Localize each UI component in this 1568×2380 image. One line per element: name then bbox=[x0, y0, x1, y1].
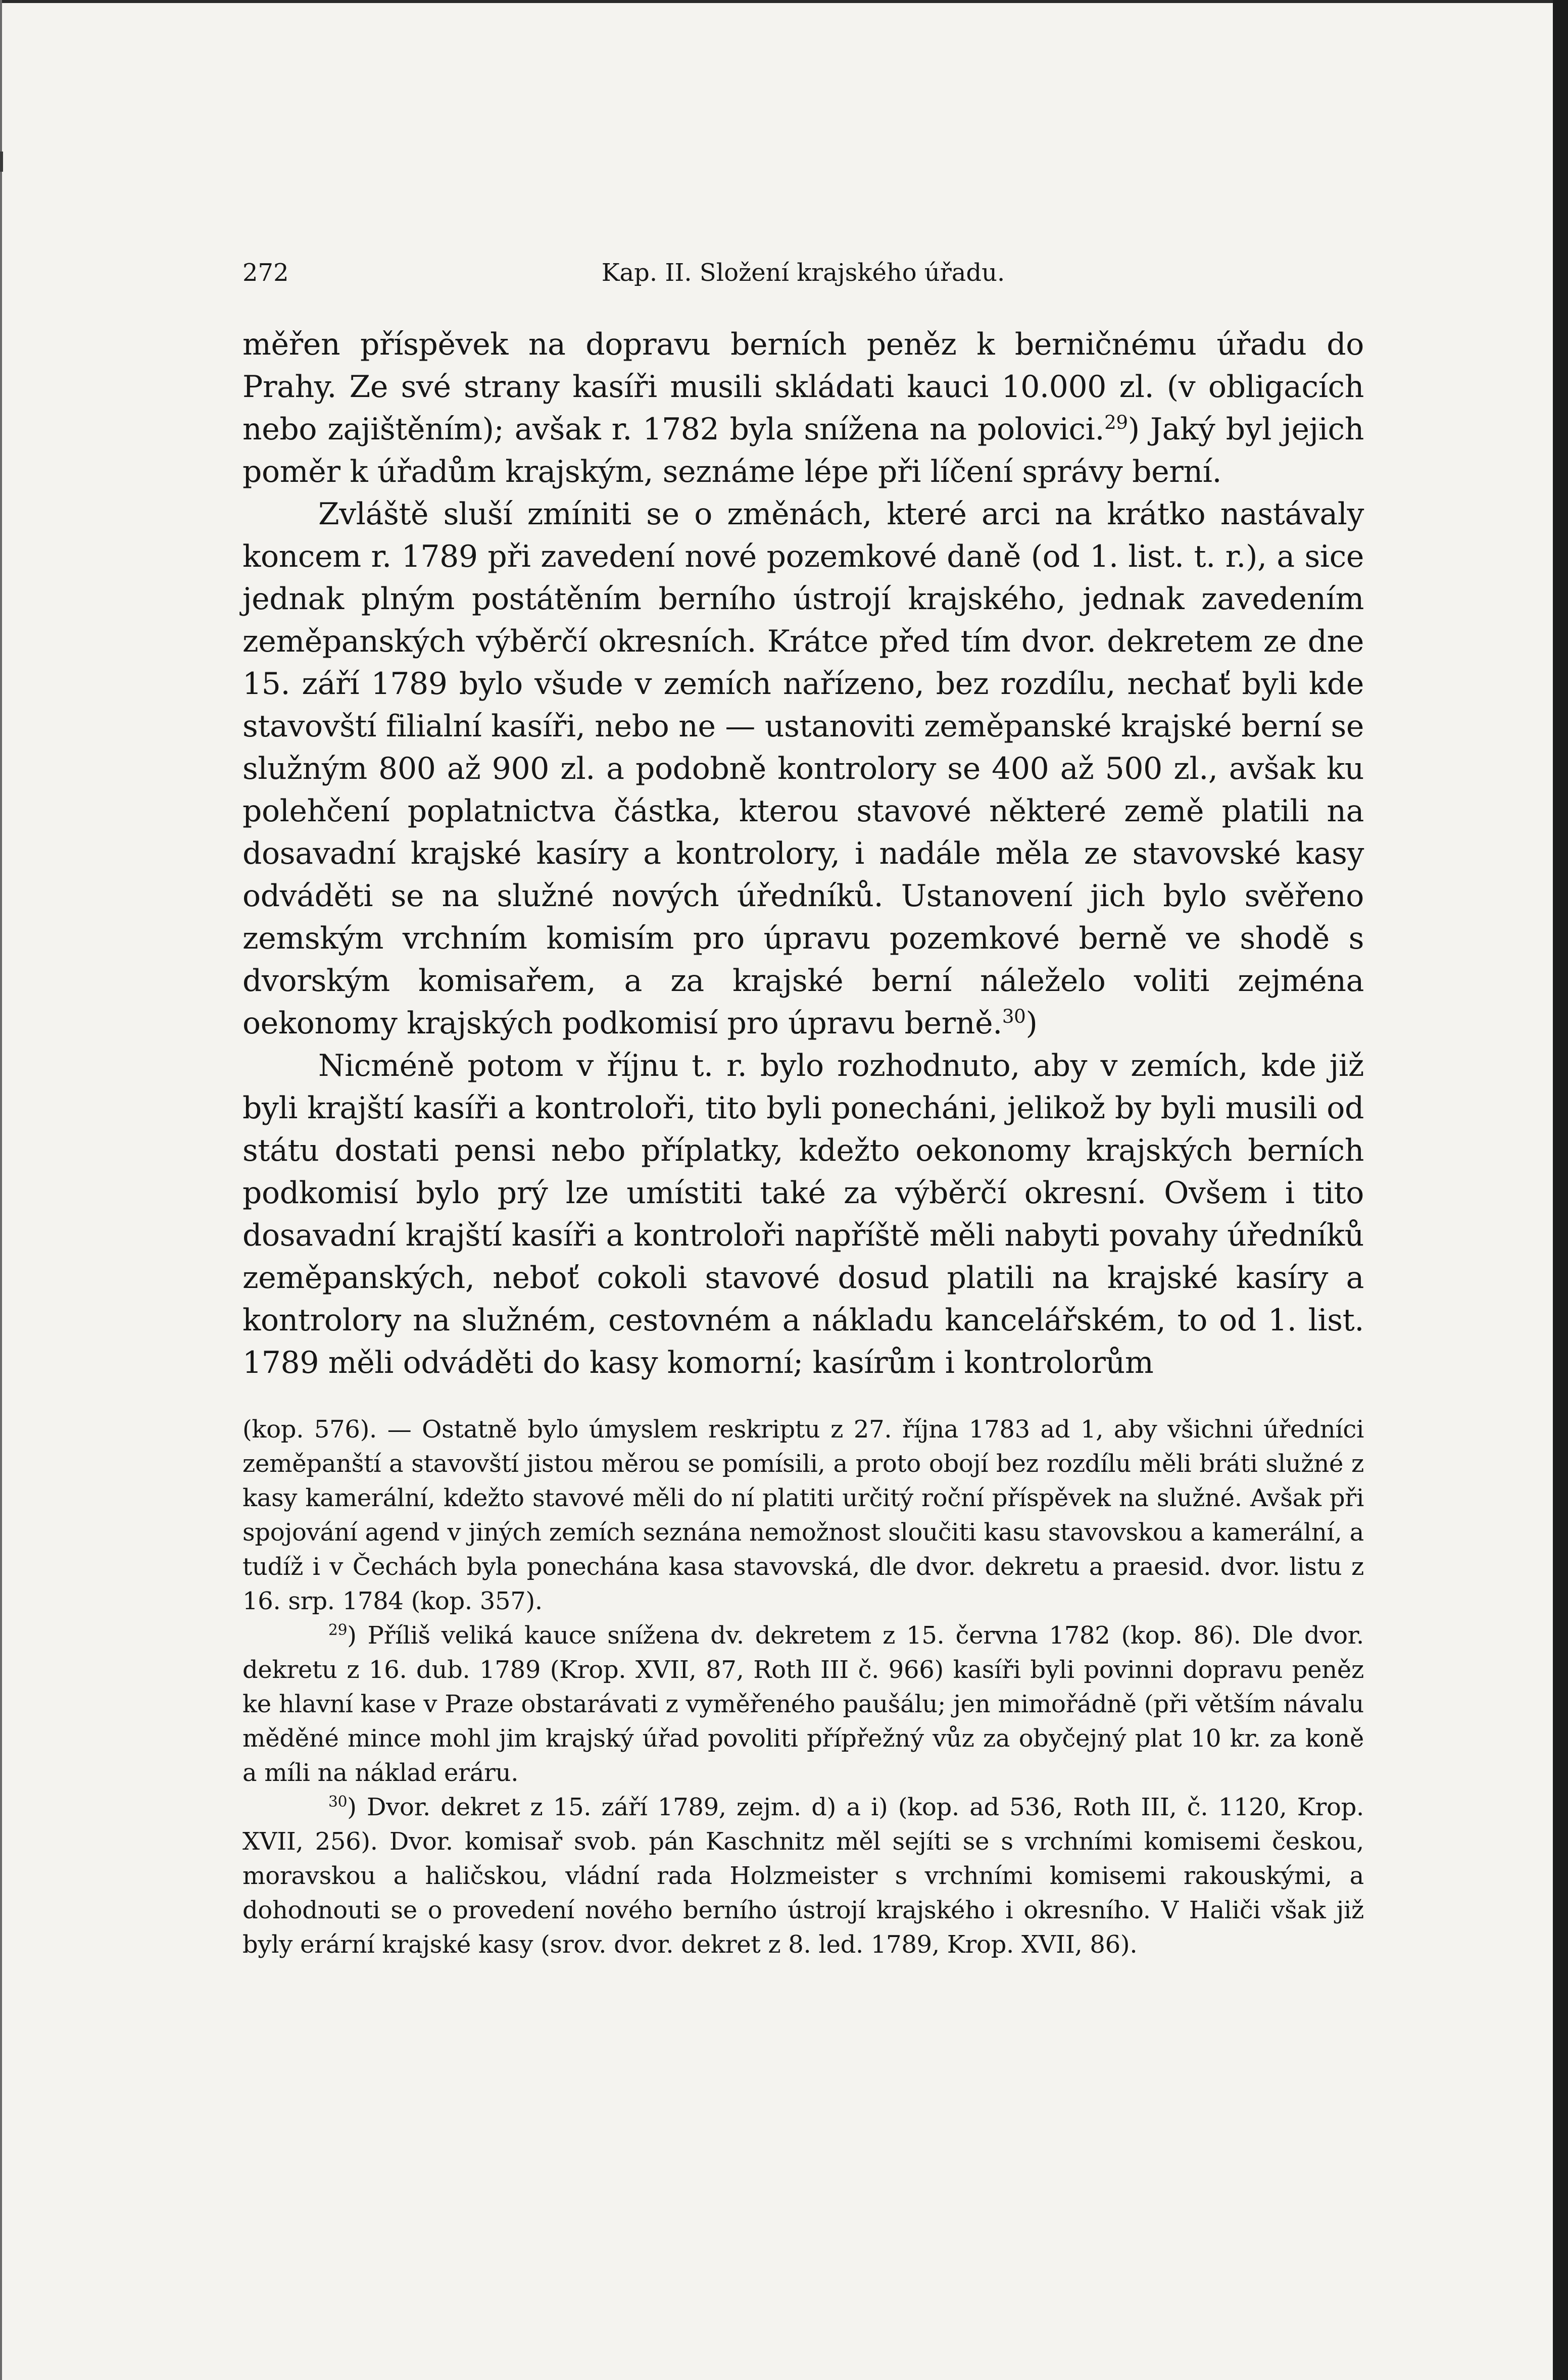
paragraph-1-text-end: ) Jaký byl jejich poměr k úřadům krajským, seznáme lépe při líčení správy berní. bbox=[242, 412, 1364, 489]
book-page bbox=[242, 253, 1364, 1962]
scan-margin-mark bbox=[0, 152, 3, 172]
footnote-29-text: ) Příliš veliká kauce snížena dv. dekretem z 15. června 1782 (kop. 86). Dle dvor. dekretu z 16. dub. 1789 (Krop. XVII, 87, Roth III č. 966) kasíři byli povinni dopravu peněz ke hlavní kase v Praze obstarávati z vyměřeného paušálu; jen mimořádně (při větším návalu měděné mince mohl jim krajský úřad povoliti přípřežný vůz za obyčejný plat 10 kr. za koně a míli na náklad eráru. bbox=[242, 1621, 1364, 1787]
scan-top-edge bbox=[0, 0, 1568, 3]
footnotes bbox=[242, 1412, 1364, 1962]
running-head bbox=[242, 253, 1364, 293]
page-number: 272 bbox=[242, 259, 289, 287]
main-text bbox=[242, 323, 1364, 1384]
chapter-title: Kap. II. Složení krajského úřadu. bbox=[601, 259, 1005, 287]
footnote-30 bbox=[242, 1790, 1364, 1962]
scan-right-edge bbox=[1553, 0, 1568, 2380]
footnote-continuation: (kop. 576). — Ostatně bylo úmyslem reskriptu z 27. října 1783 ad 1, aby všichni úředníci zeměpanští a stavovští jistou měrou se pomísili, a proto obojí bez rozdílu měli bráti služné z kasy kamerální, kdežto stavové měli do ní platiti určitý roční příspěvek na služné. Avšak při spojování agend v jiných zemích seznána nemožnost sloučiti kasu stavovskou a kamerální, a tudíž i v Čechách byla ponechána kasa stavovská, dle dvor. dekretu a praesid. dvor. listu z 16. srp. 1784 (kop. 357). bbox=[242, 1415, 1364, 1615]
footnote-30-mark: 30 bbox=[328, 1793, 348, 1811]
paragraph-2-text-end: ) bbox=[1025, 1006, 1038, 1041]
footnote-30-text: ) Dvor. dekret z 15. září 1789, zejm. d) a i) (kop. ad 536, Roth III, č. 1120, Krop. XVII, 256). Dvor. komisař svob. pán Kaschnitz měl sejíti se s vrchními komisemi českou, moravskou a haličskou, vládní rada Holzmeister s vrchními komisemi rakouskými, a dohodnouti se o provedení nového berního ústrojí krajského i okresního. V Haliči však již byly erární krajské kasy (srov. dvor. dekret z 8. led. 1789, Krop. XVII, 86). bbox=[242, 1793, 1364, 1959]
paragraph-2-text: Zvláště sluší zmíniti se o změnách, které arci na krátko nastávaly koncem r. 1789 při zavedení nové pozemkové daně (od 1. list. t. r.), a sice jednak plným postátěním berního ústrojí krajského, jednak zavedením zeměpanských výběrčí okresních. Krátce před tím dvor. dekretem ze dne 15. září 1789 bylo všude v zemích nařízeno, bez rozdílu, nechať byli kde stavovští filialní kasíři, nebo ne — ustanoviti zeměpanské krajské berní se služným 800 až 900 zl. a podobně kontrolory se 400 až 500 zl., avšak ku polehčení poplatnictva částka, kterou stavové některé země platili na dosavadní krajské kasíry a kontrolory, i nadále měla ze stavovské kasy odváděti se na služné nových úředníků. Ustanovení jich bylo svěřeno zemským vrchním komisím pro úpravu pozemkové berně ve shodě s dvorským komisařem, a za krajské berní náleželo voliti zejména oekonomy krajských podkomisí pro úpravu berně. bbox=[242, 497, 1364, 1041]
footnote-ref-30: 30 bbox=[1002, 1005, 1026, 1027]
scan-left-edge bbox=[0, 0, 2, 2380]
paragraph-1 bbox=[242, 323, 1364, 493]
paragraph-1-text: měřen příspěvek na dopravu berních peněz k berničnému úřadu do Prahy. Ze své strany kasíři musili skládati kauci 10.000 zl. (v obligacích nebo zajištěním); avšak r. 1782 byla snížena na polovici. bbox=[242, 327, 1364, 447]
footnote-29-mark: 29 bbox=[328, 1621, 348, 1639]
paragraph-3: Nicméně potom v říjnu t. r. bylo rozhodnuto, aby v zemích, kde již byli krajští kasíři a kontroloři, tito byli ponecháni, jelikož by byli musili od státu dostati pensi nebo příplatky, kdežto oekonomy krajských berních podkomisí bylo prý lze umístiti také za výběrčí okresní. Ovšem i tito dosavadní krajští kasíři a kontroloři napříště měli nabyti povahy úředníků zeměpanských, neboť cokoli stavové dosud platili na krajské kasíry a kontrolory na služném, cestovném a nákladu kancelářském, to od 1. list. 1789 měli odváděti do kasy komorní; kasírům i kontrolorům bbox=[242, 1048, 1364, 1380]
footnote-ref-29: 29 bbox=[1104, 411, 1128, 433]
footnote-29 bbox=[242, 1618, 1364, 1790]
paragraph-2 bbox=[242, 493, 1364, 1045]
